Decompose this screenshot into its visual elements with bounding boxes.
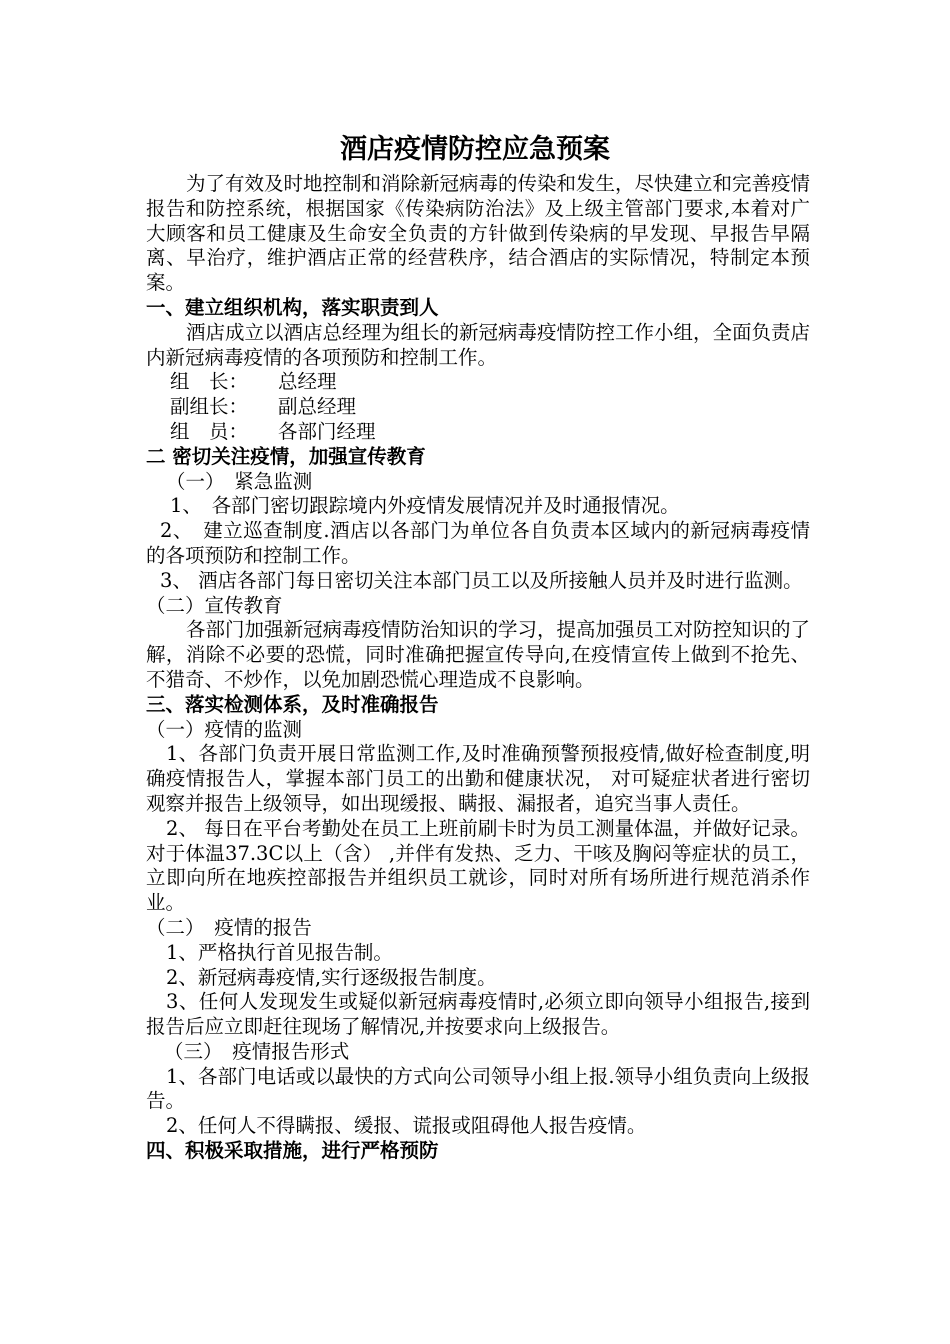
member-row-members (146, 420, 810, 445)
member-role: 组 长： (170, 370, 249, 394)
member-name: 各部门经理 (278, 419, 376, 443)
section-3-subheading-1: （一）疫情的监测 (146, 717, 303, 741)
section-2-subheading-1: （一） 紧急监测 (166, 469, 313, 493)
section-3-form-2: 2、任何人不得瞒报、缓报、谎报或阻碍他人报告疫情。 (166, 1114, 647, 1138)
section-3-report-3: 3、任何人发现发生或疑似新冠病毒疫情时,必须立即向领导小组报告,接到报告后应立即赶往现场了解情况,并按要求向上级报告。 (146, 990, 810, 1039)
member-name: 总经理 (278, 370, 337, 394)
section-3-item-1: 1、各部门负责开展日常监测工作,及时准确预警预报疫情,做好检查制度,明确疫情报告人，掌握本部门员工的出勤和健康状况， 对可疑症状者进行密切观察并报告上级领导，如出现缓报、瞒报、漏报者，追究当事人责任。 (146, 742, 810, 815)
section-4-heading: 四、积极采取措施，进行严格预防 (146, 1139, 439, 1163)
section-2-heading: 二 密切关注疫情，加强宣传教育 (146, 444, 426, 468)
section-2-item-2: 2、 建立巡查制度.酒店以各部门为单位各自负责本区域内的新冠病毒疫情的各项预防和控制工作。 (146, 519, 810, 567)
document-title: 酒店疫情防控应急预案 (340, 134, 610, 165)
section-2-paragraph: 各部门加强新冠病毒疫情防治知识的学习，提高加强员工对防控知识的了解，消除不必要的恐慌，同时准确把握宣传导向,在疫情宣传上做到不抢先、不猎奇、不炒作，以免加剧恐慌心理造成不良影响。 (146, 618, 811, 691)
section-2-item-3: 3、 酒店各部门每日密切关注本部门员工以及所接触人员并及时进行监测。 (160, 568, 803, 592)
section-3-report-1: 1、严格执行首见报告制。 (166, 940, 393, 964)
section-2-item-1: 1、 各部门密切跟踪境内外疫情发展情况并及时通报情况。 (170, 494, 680, 518)
section-2-subheading-2: （二）宣传教育 (146, 593, 283, 617)
member-role: 组 员： (170, 419, 249, 443)
member-name: 副总经理 (278, 395, 357, 419)
member-row-deputy (146, 395, 810, 420)
member-row-leader (146, 370, 810, 395)
section-3-report-2: 2、新冠病毒疫情,实行逐级报告制度。 (166, 965, 497, 989)
document-body (146, 172, 810, 1164)
section-1-paragraph: 酒店成立以酒店总经理为组长的新冠病毒疫情防控工作小组，全面负责店内新冠病毒疫情的各项预防和控制工作。 (146, 320, 811, 369)
section-1-heading: 一、建立组织机构，落实职责到人 (146, 295, 439, 319)
member-role: 副组长： (170, 395, 249, 419)
section-3-item-2: 2、 每日在平台考勤处在员工上班前刷卡时为员工测量体温，并做好记录。对于体温37.3C以上（含） ,并伴有发热、乏力、干咳及胸闷等症状的员工，立即向所在地疾控部报告并组织员工就诊，同时对所有场所进行规范消杀作业。 (146, 816, 810, 915)
section-3-subheading-2: （二） 疫情的报告 (146, 915, 312, 939)
section-3-subheading-3: （三） 疫情报告形式 (164, 1039, 350, 1063)
intro-paragraph: 为了有效及时地控制和消除新冠病毒的传染和发生，尽快建立和完善疫情报告和防控系统，根据国家《传染病防治法》及上级主管部门要求,本着对广大顾客和员工健康及生命安全负责的方针做到传染病的早发现、早报告早隔离、早治疗，维护酒店正常的经营秩序，结合酒店的实际情况，特制定本预案。 (146, 172, 811, 295)
section-3-form-1: 1、各部门电话或以最快的方式向公司领导小组上报.领导小组负责向上级报告。 (146, 1064, 810, 1113)
section-3-heading: 三、落实检测体系，及时准确报告 (146, 692, 439, 716)
